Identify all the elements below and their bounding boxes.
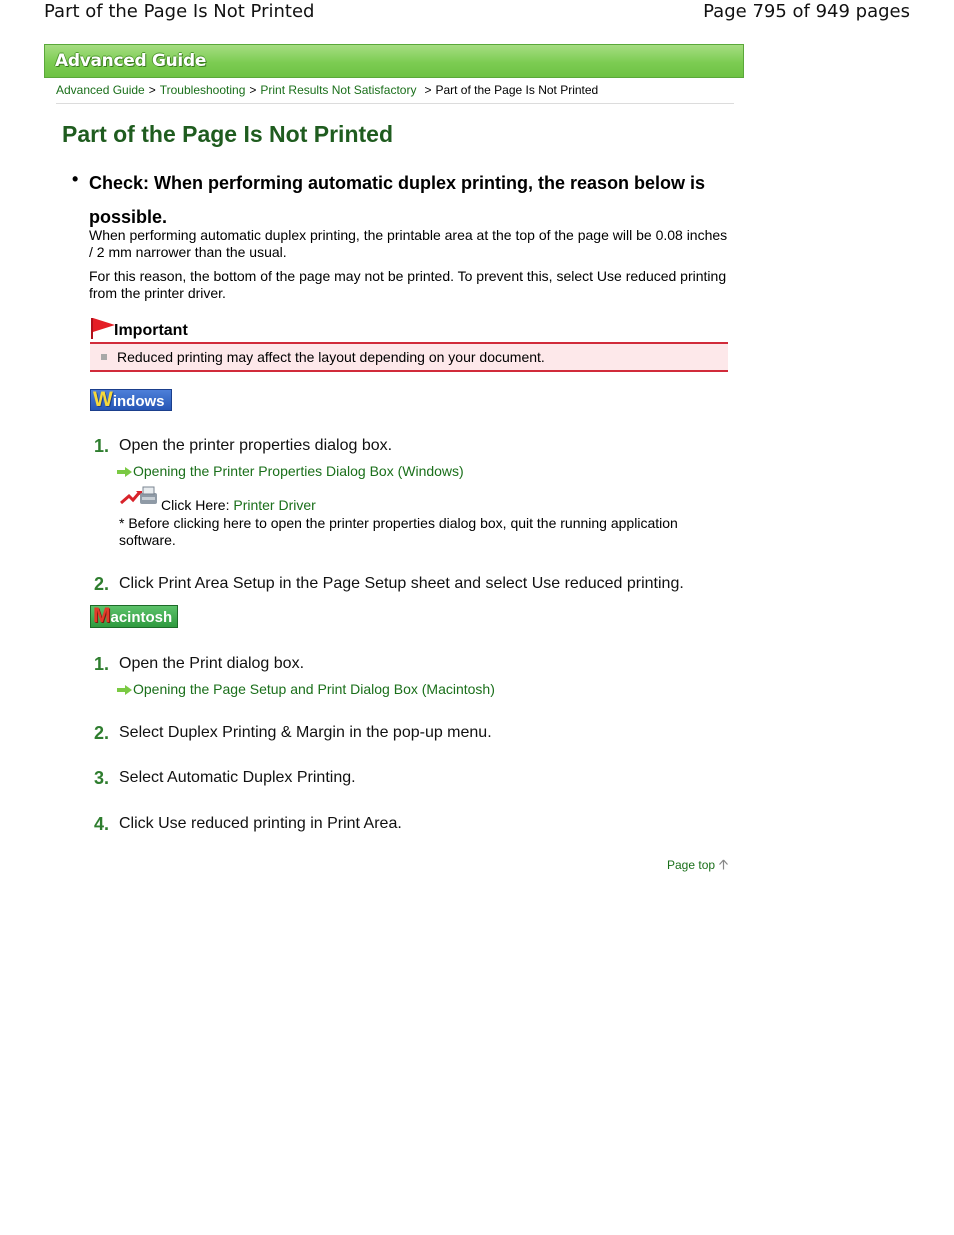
page-counter: Page 795 of 949 pages [703,1,910,22]
explanation-paragraph: When performing automatic duplex printing, the printable area at the top of the page will be 0.08 inches / 2 mm narrower than the usual. [89,227,728,260]
bullet-dot: • [72,169,79,189]
breadcrumb-troubleshooting[interactable]: Troubleshooting [159,83,246,97]
step-number: 2. [94,574,110,594]
green-arrow-icon [117,467,132,477]
square-bullet-icon [101,354,107,360]
macintosh-logo-rest: acintosh [110,609,173,626]
document-title: Part of the Page Is Not Printed [44,1,315,22]
green-arrow-icon [117,685,132,695]
step-text: Click Print Area Setup in the Page Setup sheet and select Use reduced printing. [119,575,684,592]
step-number: 4. [94,814,110,834]
link-text[interactable]: Opening the Page Setup and Print Dialog Box (Macintosh) [133,681,495,697]
breadcrumb-separator: > [148,83,156,97]
breadcrumb-divider [56,103,734,104]
advanced-guide-banner [44,44,744,78]
step-text: Open the Print dialog box. [119,655,305,672]
important-box [90,342,728,372]
step-number: 2. [94,723,110,743]
macintosh-logo-initial: M [93,604,111,627]
windows-logo [90,389,172,411]
printer-driver-link[interactable]: Printer Driver [233,497,316,513]
breadcrumb-current: Part of the Page Is Not Printed [435,83,599,97]
breadcrumb-advanced-guide[interactable]: Advanced Guide [56,83,145,97]
page-top-link[interactable] [667,858,729,872]
explanation-paragraph: For this reason, the bottom of the page may not be printed. To prevent this, select Use reduced printing from the printer driver. [89,268,727,301]
step-text: Click Use reduced printing in Print Area. [119,815,402,832]
click-here-line [161,497,316,513]
page-top-label[interactable]: Page top [667,858,716,872]
step-text: Select Automatic Duplex Printing. [119,769,356,786]
click-here-label: Click Here: [161,497,230,513]
important-label: Important [114,322,188,339]
windows-logo-initial: W [93,388,113,411]
step-text: Open the printer properties dialog box. [119,437,393,454]
step-number: 1. [94,654,110,674]
printer-driver-icon[interactable] [119,483,159,509]
link-text[interactable]: Opening the Printer Properties Dialog Box (Windows) [133,463,464,479]
step-number: 3. [94,768,110,788]
banner-label: Advanced Guide [55,51,207,71]
step-text: Select Duplex Printing & Margin in the pop-up menu. [119,724,492,741]
mac-print-dialog-link[interactable] [117,681,495,697]
up-arrow-icon [718,859,729,870]
red-flag-icon [90,317,116,339]
page-title: Part of the Page Is Not Printed [62,121,393,147]
note-text: * Before clicking here to open the printer properties dialog box, quit the running application software. [119,515,678,548]
breadcrumb [56,83,598,97]
important-item: Reduced printing may affect the layout depending on your document. [117,349,545,365]
breadcrumb-print-results[interactable]: Print Results Not Satisfactory [260,83,417,97]
step-number: 1. [94,436,110,456]
check-heading: Check: When performing automatic duplex printing, the reason below is possible. [89,173,706,227]
windows-properties-link[interactable] [117,463,464,479]
windows-logo-rest: indows [112,393,165,410]
breadcrumb-separator: > [249,83,257,97]
breadcrumb-separator: > [424,83,432,97]
macintosh-logo [90,605,178,628]
